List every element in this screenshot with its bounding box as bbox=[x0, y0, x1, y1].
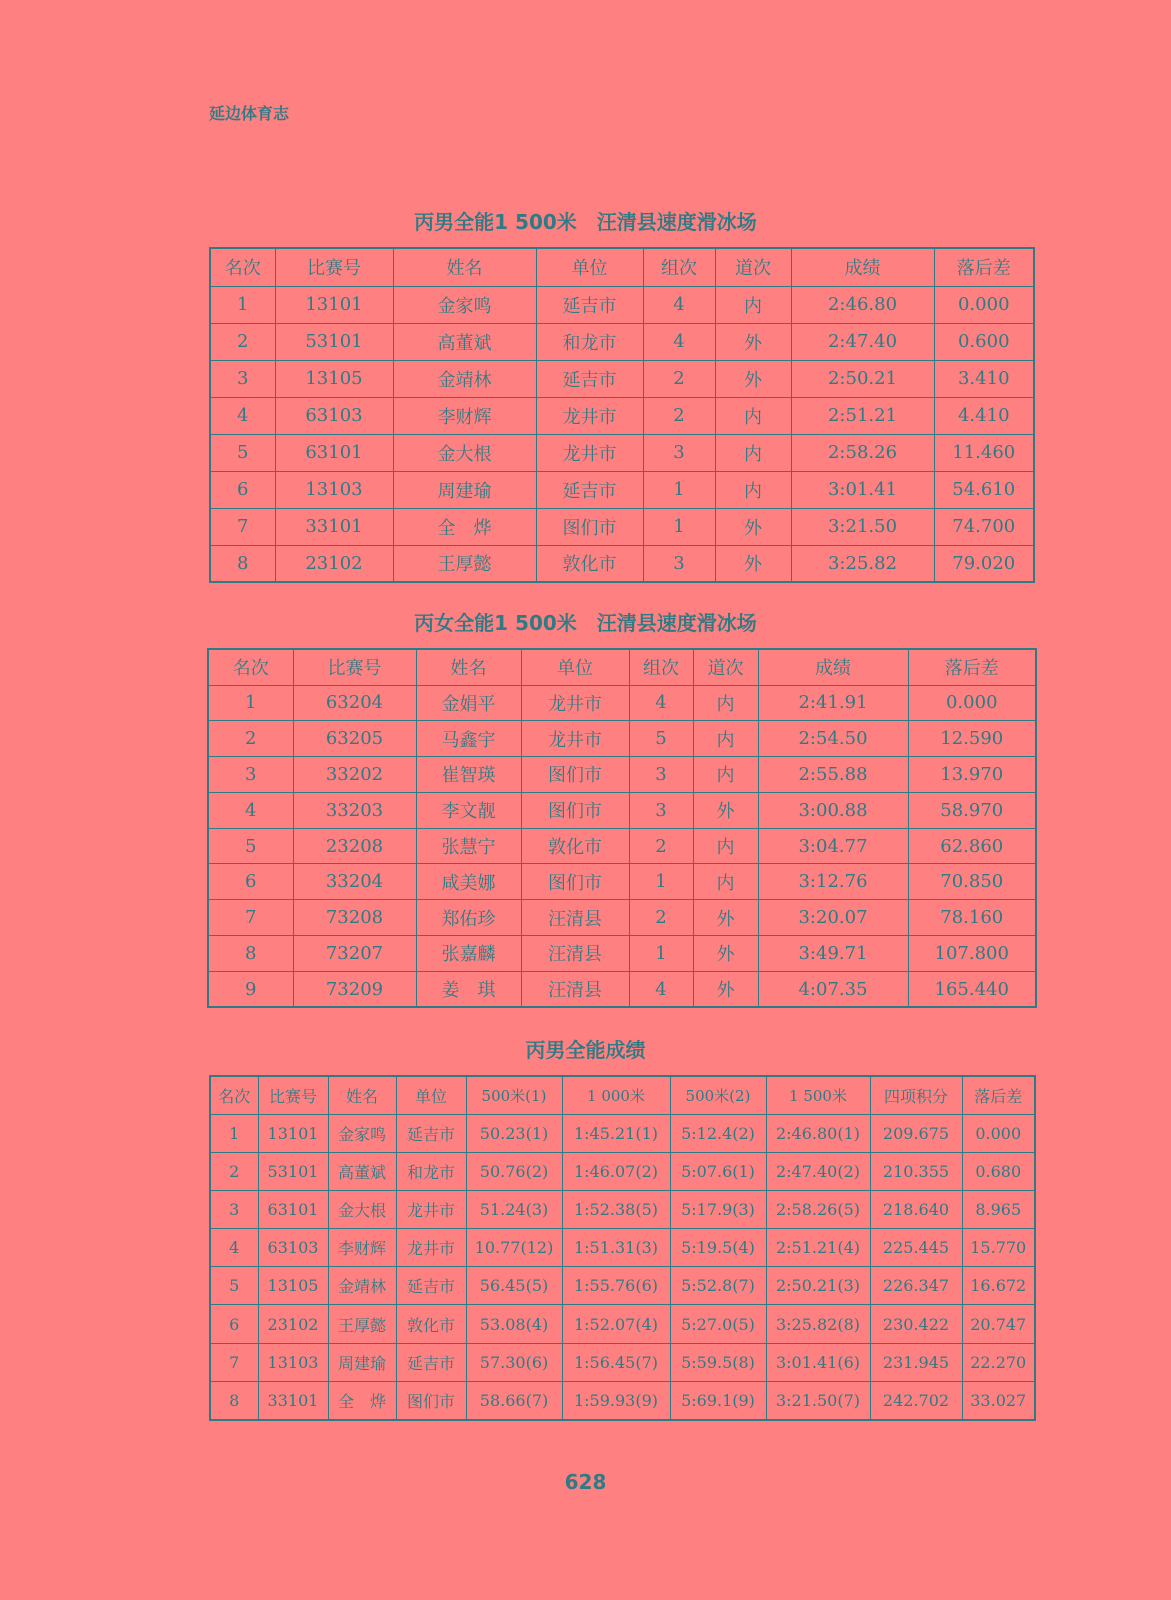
column-header: 落后差 bbox=[962, 1076, 1035, 1114]
table-cell: 3:00.88 bbox=[758, 792, 908, 828]
table-cell: 延吉市 bbox=[396, 1114, 466, 1152]
table-cell: 5:07.6(1) bbox=[670, 1152, 766, 1190]
table-cell: 8 bbox=[210, 1381, 258, 1419]
table-cell: 5:27.0(5) bbox=[670, 1305, 766, 1343]
table-row bbox=[210, 1190, 1035, 1228]
table-cell: 56.45(5) bbox=[466, 1267, 562, 1305]
table-cell: 外 bbox=[693, 936, 758, 972]
table-cell: 1:46.07(2) bbox=[562, 1152, 670, 1190]
table-cell: 外 bbox=[693, 792, 758, 828]
table-row bbox=[208, 757, 1036, 793]
table-cell: 延吉市 bbox=[536, 471, 643, 508]
table-row bbox=[210, 1305, 1035, 1343]
table-cell: 1:51.31(3) bbox=[562, 1229, 670, 1267]
table-cell: 1 bbox=[208, 685, 293, 721]
table-cell: 3:21.50(7) bbox=[766, 1381, 870, 1419]
table-cell: 3:20.07 bbox=[758, 900, 908, 936]
table-cell: 218.640 bbox=[870, 1190, 962, 1228]
table-row bbox=[210, 286, 1034, 323]
table-cell: 3:25.82(8) bbox=[766, 1305, 870, 1343]
table-cell: 金家鸣 bbox=[393, 286, 536, 323]
table-cell: 内 bbox=[693, 685, 758, 721]
table2-girls-1500m bbox=[207, 648, 1037, 1008]
table-cell: 63204 bbox=[293, 685, 416, 721]
table-cell: 58.66(7) bbox=[466, 1381, 562, 1419]
table-cell: 龙井市 bbox=[536, 434, 643, 471]
table-cell: 龙井市 bbox=[521, 685, 629, 721]
table-cell: 8 bbox=[208, 936, 293, 972]
table-cell: 姜 琪 bbox=[416, 971, 521, 1007]
table-cell: 图们市 bbox=[521, 864, 629, 900]
table-cell: 3:49.71 bbox=[758, 936, 908, 972]
table-cell: 3 bbox=[643, 545, 715, 582]
table-cell: 2:55.88 bbox=[758, 757, 908, 793]
table-row bbox=[208, 936, 1036, 972]
table-cell: 2:41.91 bbox=[758, 685, 908, 721]
table-cell: 高董斌 bbox=[328, 1152, 396, 1190]
table-cell: 敦化市 bbox=[536, 545, 643, 582]
table-cell: 63103 bbox=[275, 397, 393, 434]
table-cell: 2 bbox=[643, 360, 715, 397]
table-cell: 5:12.4(2) bbox=[670, 1114, 766, 1152]
table-cell: 马鑫宇 bbox=[416, 721, 521, 757]
table-cell: 龙井市 bbox=[536, 397, 643, 434]
table-row bbox=[210, 1229, 1035, 1267]
table-cell: 7 bbox=[210, 1343, 258, 1381]
table-cell: 3:25.82 bbox=[791, 545, 934, 582]
table-row bbox=[208, 900, 1036, 936]
table-cell: 13105 bbox=[258, 1267, 328, 1305]
table-cell: 33204 bbox=[293, 864, 416, 900]
column-header: 比赛号 bbox=[293, 649, 416, 685]
table-cell: 13101 bbox=[275, 286, 393, 323]
column-header: 名次 bbox=[208, 649, 293, 685]
table-cell: 1 bbox=[643, 471, 715, 508]
table-cell: 5:17.9(3) bbox=[670, 1190, 766, 1228]
header-row bbox=[208, 649, 1036, 685]
table-cell: 3 bbox=[210, 1190, 258, 1228]
table-cell: 3:01.41(6) bbox=[766, 1343, 870, 1381]
table-cell: 2 bbox=[629, 828, 693, 864]
table-cell: 58.970 bbox=[908, 792, 1036, 828]
table-cell: 0.000 bbox=[908, 685, 1036, 721]
table-cell: 1 bbox=[643, 508, 715, 545]
table-cell: 3:04.77 bbox=[758, 828, 908, 864]
table-cell: 2:50.21 bbox=[791, 360, 934, 397]
table-cell: 图们市 bbox=[396, 1381, 466, 1419]
table-cell: 2:58.26 bbox=[791, 434, 934, 471]
table-cell: 8 bbox=[210, 545, 275, 582]
table-cell: 内 bbox=[715, 397, 791, 434]
table-cell: 延吉市 bbox=[396, 1343, 466, 1381]
table-cell: 2 bbox=[643, 397, 715, 434]
table-cell: 2 bbox=[210, 1152, 258, 1190]
table-cell: 0.000 bbox=[962, 1114, 1035, 1152]
table-cell: 74.700 bbox=[934, 508, 1034, 545]
table1-boys-1500m bbox=[209, 247, 1035, 583]
table-cell: 汪清县 bbox=[521, 936, 629, 972]
table-cell: 张嘉麟 bbox=[416, 936, 521, 972]
table-cell: 和龙市 bbox=[396, 1152, 466, 1190]
table-cell: 外 bbox=[715, 323, 791, 360]
table-cell: 图们市 bbox=[521, 757, 629, 793]
table-cell: 5 bbox=[210, 434, 275, 471]
column-header: 组次 bbox=[629, 649, 693, 685]
table-cell: 33101 bbox=[275, 508, 393, 545]
table-row bbox=[208, 792, 1036, 828]
table-cell: 107.800 bbox=[908, 936, 1036, 972]
table-cell: 23102 bbox=[258, 1305, 328, 1343]
table-cell: 2:51.21(4) bbox=[766, 1229, 870, 1267]
table3-title: 丙男全能成绩 bbox=[525, 1038, 646, 1062]
table-cell: 2:58.26(5) bbox=[766, 1190, 870, 1228]
column-header: 500米(1) bbox=[466, 1076, 562, 1114]
table-cell: 汪清县 bbox=[521, 971, 629, 1007]
table-cell: 209.675 bbox=[870, 1114, 962, 1152]
table-cell: 7 bbox=[210, 508, 275, 545]
table-cell: 33203 bbox=[293, 792, 416, 828]
table-cell: 和龙市 bbox=[536, 323, 643, 360]
table-cell: 4 bbox=[629, 685, 693, 721]
table-cell: 63103 bbox=[258, 1229, 328, 1267]
table-cell: 1 bbox=[210, 286, 275, 323]
table-cell: 57.30(6) bbox=[466, 1343, 562, 1381]
table-cell: 5:59.5(8) bbox=[670, 1343, 766, 1381]
table-cell: 7 bbox=[208, 900, 293, 936]
table-cell: 内 bbox=[715, 286, 791, 323]
table-cell: 金娟平 bbox=[416, 685, 521, 721]
column-header: 姓名 bbox=[328, 1076, 396, 1114]
table-cell: 2:54.50 bbox=[758, 721, 908, 757]
table-cell: 龙井市 bbox=[396, 1229, 466, 1267]
table-cell: 张慧宁 bbox=[416, 828, 521, 864]
table-cell: 延吉市 bbox=[536, 286, 643, 323]
table-cell: 78.160 bbox=[908, 900, 1036, 936]
table-cell: 53101 bbox=[258, 1152, 328, 1190]
table-row bbox=[210, 508, 1034, 545]
table-row bbox=[210, 323, 1034, 360]
table-cell: 1:56.45(7) bbox=[562, 1343, 670, 1381]
table-cell: 33.027 bbox=[962, 1381, 1035, 1419]
table-cell: 54.610 bbox=[934, 471, 1034, 508]
table-cell: 延吉市 bbox=[396, 1267, 466, 1305]
table-cell: 12.590 bbox=[908, 721, 1036, 757]
table-cell: 13101 bbox=[258, 1114, 328, 1152]
column-header: 道次 bbox=[715, 248, 791, 286]
table-cell: 23102 bbox=[275, 545, 393, 582]
table-cell: 225.445 bbox=[870, 1229, 962, 1267]
table-cell: 内 bbox=[693, 721, 758, 757]
table-cell: 33101 bbox=[258, 1381, 328, 1419]
table-cell: 165.440 bbox=[908, 971, 1036, 1007]
header-row bbox=[210, 1076, 1035, 1114]
table-cell: 内 bbox=[693, 828, 758, 864]
table-cell: 51.24(3) bbox=[466, 1190, 562, 1228]
table-row bbox=[210, 360, 1034, 397]
table-cell: 外 bbox=[715, 545, 791, 582]
table-row bbox=[208, 721, 1036, 757]
table-cell: 外 bbox=[715, 508, 791, 545]
table-cell: 53.08(4) bbox=[466, 1305, 562, 1343]
table-cell: 226.347 bbox=[870, 1267, 962, 1305]
table-cell: 内 bbox=[715, 471, 791, 508]
table1-title: 丙男全能1 500米 汪清县速度滑冰场 bbox=[414, 210, 757, 234]
table-cell: 周建瑜 bbox=[393, 471, 536, 508]
table-cell: 16.672 bbox=[962, 1267, 1035, 1305]
column-header: 组次 bbox=[643, 248, 715, 286]
table-cell: 3:21.50 bbox=[791, 508, 934, 545]
table-cell: 4 bbox=[643, 323, 715, 360]
table-cell: 3 bbox=[210, 360, 275, 397]
table-cell: 5:52.8(7) bbox=[670, 1267, 766, 1305]
table-cell: 2:47.40(2) bbox=[766, 1152, 870, 1190]
table-cell: 龙井市 bbox=[521, 721, 629, 757]
table-row bbox=[210, 434, 1034, 471]
table-row bbox=[210, 1267, 1035, 1305]
table-cell: 3 bbox=[629, 792, 693, 828]
table-cell: 4:07.35 bbox=[758, 971, 908, 1007]
table-cell: 外 bbox=[715, 360, 791, 397]
table-cell: 外 bbox=[693, 971, 758, 1007]
table-cell: 5 bbox=[208, 828, 293, 864]
column-header: 1 000米 bbox=[562, 1076, 670, 1114]
column-header: 姓名 bbox=[393, 248, 536, 286]
column-header: 500米(2) bbox=[670, 1076, 766, 1114]
table-cell: 5 bbox=[629, 721, 693, 757]
table-row bbox=[210, 1381, 1035, 1419]
table-cell: 4 bbox=[210, 397, 275, 434]
table-cell: 73209 bbox=[293, 971, 416, 1007]
table-cell: 内 bbox=[693, 864, 758, 900]
table-cell: 2:46.80(1) bbox=[766, 1114, 870, 1152]
table-cell: 金靖林 bbox=[328, 1267, 396, 1305]
table-cell: 6 bbox=[210, 471, 275, 508]
table3-boys-allround bbox=[209, 1075, 1036, 1421]
table-row bbox=[210, 1343, 1035, 1381]
table-cell: 79.020 bbox=[934, 545, 1034, 582]
table-cell: 4 bbox=[210, 1229, 258, 1267]
table-cell: 2:46.80 bbox=[791, 286, 934, 323]
table-cell: 13103 bbox=[275, 471, 393, 508]
table-cell: 3 bbox=[208, 757, 293, 793]
table-cell: 6 bbox=[210, 1305, 258, 1343]
running-head: 延边体育志 bbox=[209, 104, 290, 123]
column-header: 单位 bbox=[521, 649, 629, 685]
table-cell: 1:59.93(9) bbox=[562, 1381, 670, 1419]
table-cell: 咸美娜 bbox=[416, 864, 521, 900]
column-header: 单位 bbox=[536, 248, 643, 286]
column-header: 姓名 bbox=[416, 649, 521, 685]
table-row bbox=[210, 545, 1034, 582]
table-cell: 全 烨 bbox=[328, 1381, 396, 1419]
table-cell: 2 bbox=[210, 323, 275, 360]
table-cell: 金靖林 bbox=[393, 360, 536, 397]
column-header: 道次 bbox=[693, 649, 758, 685]
table2-title: 丙女全能1 500米 汪清县速度滑冰场 bbox=[414, 611, 757, 635]
table-cell: 3 bbox=[629, 757, 693, 793]
table-cell: 231.945 bbox=[870, 1343, 962, 1381]
table-cell: 1:52.07(4) bbox=[562, 1305, 670, 1343]
table-cell: 8.965 bbox=[962, 1190, 1035, 1228]
table-cell: 73208 bbox=[293, 900, 416, 936]
table-cell: 5 bbox=[210, 1267, 258, 1305]
table-cell: 图们市 bbox=[521, 792, 629, 828]
table-cell: 全 烨 bbox=[393, 508, 536, 545]
column-header: 比赛号 bbox=[275, 248, 393, 286]
table-cell: 2:51.21 bbox=[791, 397, 934, 434]
table-cell: 汪清县 bbox=[521, 900, 629, 936]
table-cell: 3:01.41 bbox=[791, 471, 934, 508]
table-cell: 33202 bbox=[293, 757, 416, 793]
table-cell: 3.410 bbox=[934, 360, 1034, 397]
table-cell: 金家鸣 bbox=[328, 1114, 396, 1152]
table-cell: 2:47.40 bbox=[791, 323, 934, 360]
table-cell: 高董斌 bbox=[393, 323, 536, 360]
table-cell: 63101 bbox=[258, 1190, 328, 1228]
header-row bbox=[210, 248, 1034, 286]
table-cell: 63205 bbox=[293, 721, 416, 757]
table-cell: 3 bbox=[643, 434, 715, 471]
table-cell: 1:55.76(6) bbox=[562, 1267, 670, 1305]
table-cell: 4.410 bbox=[934, 397, 1034, 434]
table-row bbox=[210, 397, 1034, 434]
table-row bbox=[210, 1114, 1035, 1152]
table-cell: 内 bbox=[715, 434, 791, 471]
table-cell: 金大根 bbox=[328, 1190, 396, 1228]
table-cell: 23208 bbox=[293, 828, 416, 864]
table-cell: 22.270 bbox=[962, 1343, 1035, 1381]
column-header: 单位 bbox=[396, 1076, 466, 1114]
table-cell: 内 bbox=[693, 757, 758, 793]
column-header: 1 500米 bbox=[766, 1076, 870, 1114]
table-cell: 李财辉 bbox=[393, 397, 536, 434]
table-cell: 王厚懿 bbox=[328, 1305, 396, 1343]
table-cell: 1:45.21(1) bbox=[562, 1114, 670, 1152]
column-header: 四项积分 bbox=[870, 1076, 962, 1114]
table-cell: 崔智瑛 bbox=[416, 757, 521, 793]
column-header: 成绩 bbox=[758, 649, 908, 685]
table-cell: 13103 bbox=[258, 1343, 328, 1381]
table-cell: 0.680 bbox=[962, 1152, 1035, 1190]
table-cell: 2 bbox=[208, 721, 293, 757]
table-cell: 4 bbox=[208, 792, 293, 828]
page-number: 628 bbox=[564, 1470, 607, 1494]
table-cell: 外 bbox=[693, 900, 758, 936]
table-cell: 230.422 bbox=[870, 1305, 962, 1343]
column-header: 落后差 bbox=[908, 649, 1036, 685]
column-header: 名次 bbox=[210, 1076, 258, 1114]
table-cell: 3:12.76 bbox=[758, 864, 908, 900]
table-cell: 70.850 bbox=[908, 864, 1036, 900]
table-cell: 1 bbox=[629, 936, 693, 972]
table-cell: 4 bbox=[629, 971, 693, 1007]
table-cell: 20.747 bbox=[962, 1305, 1035, 1343]
table-row bbox=[208, 685, 1036, 721]
table-cell: 李文靓 bbox=[416, 792, 521, 828]
table-cell: 13.970 bbox=[908, 757, 1036, 793]
table-cell: 6 bbox=[208, 864, 293, 900]
table-cell: 1 bbox=[210, 1114, 258, 1152]
table-cell: 2 bbox=[629, 900, 693, 936]
table-cell: 15.770 bbox=[962, 1229, 1035, 1267]
table-row bbox=[208, 971, 1036, 1007]
column-header: 成绩 bbox=[791, 248, 934, 286]
table-cell: 郑佑珍 bbox=[416, 900, 521, 936]
table-cell: 50.76(2) bbox=[466, 1152, 562, 1190]
column-header: 名次 bbox=[210, 248, 275, 286]
table-cell: 延吉市 bbox=[536, 360, 643, 397]
table-cell: 1 bbox=[629, 864, 693, 900]
table-cell: 11.460 bbox=[934, 434, 1034, 471]
table-cell: 周建瑜 bbox=[328, 1343, 396, 1381]
table-cell: 图们市 bbox=[536, 508, 643, 545]
table-cell: 242.702 bbox=[870, 1381, 962, 1419]
table-cell: 210.355 bbox=[870, 1152, 962, 1190]
table-cell: 73207 bbox=[293, 936, 416, 972]
table-cell: 李财辉 bbox=[328, 1229, 396, 1267]
table-cell: 敦化市 bbox=[521, 828, 629, 864]
table-cell: 0.000 bbox=[934, 286, 1034, 323]
column-header: 落后差 bbox=[934, 248, 1034, 286]
table-row bbox=[208, 864, 1036, 900]
table-cell: 62.860 bbox=[908, 828, 1036, 864]
table-cell: 53101 bbox=[275, 323, 393, 360]
table-cell: 9 bbox=[208, 971, 293, 1007]
table-cell: 2:50.21(3) bbox=[766, 1267, 870, 1305]
table-cell: 1:52.38(5) bbox=[562, 1190, 670, 1228]
table-row bbox=[210, 1152, 1035, 1190]
table-cell: 13105 bbox=[275, 360, 393, 397]
table-cell: 王厚懿 bbox=[393, 545, 536, 582]
table-cell: 龙井市 bbox=[396, 1190, 466, 1228]
table-cell: 10.77(12) bbox=[466, 1229, 562, 1267]
table-cell: 5:19.5(4) bbox=[670, 1229, 766, 1267]
table-cell: 5:69.1(9) bbox=[670, 1381, 766, 1419]
table-cell: 50.23(1) bbox=[466, 1114, 562, 1152]
table-row bbox=[210, 471, 1034, 508]
table-cell: 敦化市 bbox=[396, 1305, 466, 1343]
table-row bbox=[208, 828, 1036, 864]
table-cell: 63101 bbox=[275, 434, 393, 471]
table-cell: 金大根 bbox=[393, 434, 536, 471]
column-header: 比赛号 bbox=[258, 1076, 328, 1114]
table-cell: 4 bbox=[643, 286, 715, 323]
table-cell: 0.600 bbox=[934, 323, 1034, 360]
